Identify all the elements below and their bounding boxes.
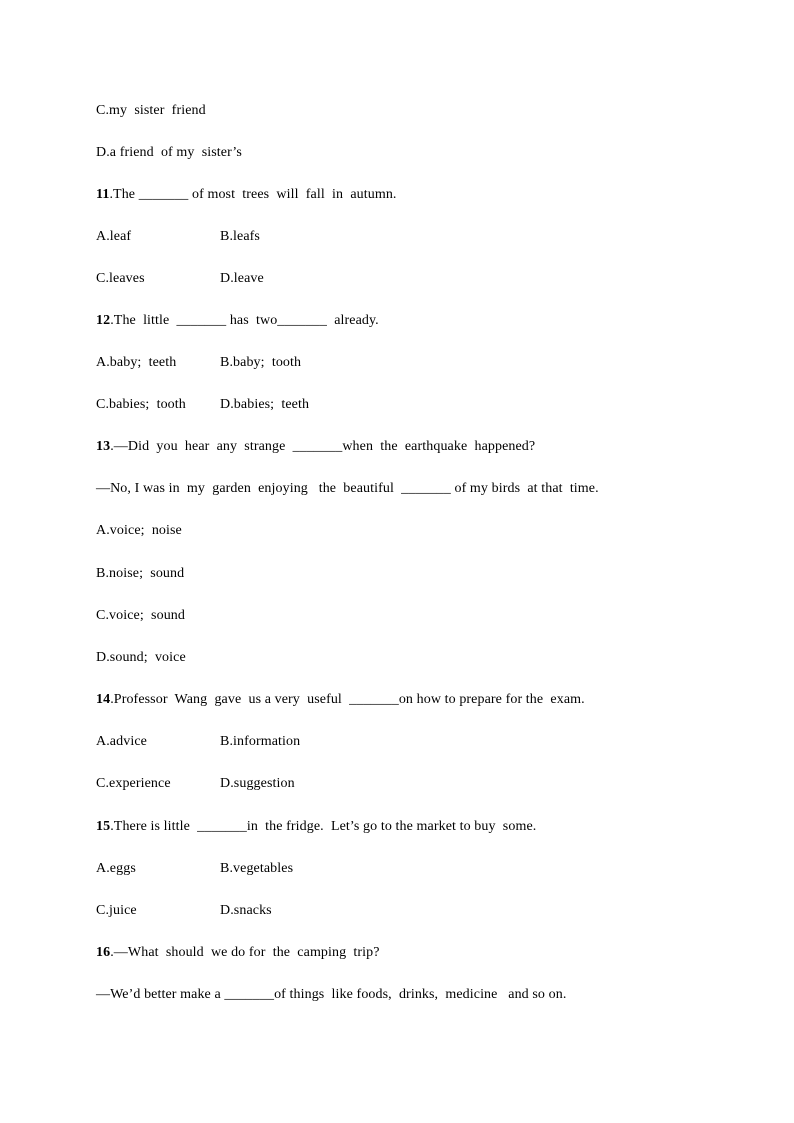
q11-stem: .The _______ of most trees will fall in autumn. <box>109 187 397 202</box>
q10-option-d: D.a friend of my sister’s <box>96 145 242 160</box>
q14-stem: .Professor Wang gave us a very useful _______on how to prepare for the exam. <box>110 692 585 707</box>
q12-number: 12 <box>96 313 111 328</box>
q11-option-b: B.leafs <box>220 229 260 244</box>
q14-option-c: C.experience <box>96 776 171 791</box>
q12-option-b: B.baby; tooth <box>220 355 302 370</box>
q14-stem-line <box>96 691 585 709</box>
q12-options-ab <box>96 354 302 372</box>
q11-options-ab <box>96 228 260 246</box>
q14-option-d: D.suggestion <box>220 776 295 791</box>
q14-option-b: B.information <box>220 734 301 749</box>
q15-stem-line <box>96 818 536 836</box>
q12-option-c: C.babies; tooth <box>96 397 186 412</box>
q15-option-b: B.vegetables <box>220 861 294 876</box>
q10-option-c: C.my sister friend <box>96 103 206 118</box>
q14-option-a: A.advice <box>96 734 147 749</box>
q11-stem-line <box>96 186 397 204</box>
q16-stem-line <box>96 944 380 962</box>
q15-option-d: D.snacks <box>220 903 272 918</box>
q16-reply: —We’d better make a _______of things like foods, drinks, medicine and so on. <box>96 987 567 1002</box>
q12-option-d: D.babies; teeth <box>220 397 310 412</box>
q13-number: 13 <box>96 439 111 454</box>
q15-options-cd <box>96 902 272 920</box>
q14-number: 14 <box>96 692 111 707</box>
q12-option-a: A.baby; teeth <box>96 355 177 370</box>
q12-stem: .The little _______ has two_______ already. <box>110 313 379 328</box>
q15-number: 15 <box>96 819 111 834</box>
q11-option-a: A.leaf <box>96 229 132 244</box>
q15-stem: .There is little _______in the fridge. Let’s go to the market to buy some. <box>110 819 537 834</box>
q15-option-c: C.juice <box>96 903 137 918</box>
q11-option-d: D.leave <box>220 271 264 286</box>
q13-option-d: D.sound; voice <box>96 650 186 665</box>
q12-options-cd <box>96 396 310 414</box>
q13-option-b: B.noise; sound <box>96 566 185 581</box>
q11-number: 11 <box>96 187 110 202</box>
q12-stem-line <box>96 312 379 330</box>
q14-options-ab <box>96 733 301 751</box>
q13-reply: —No, I was in my garden enjoying the beautiful _______ of my birds at that time. <box>96 481 599 496</box>
q16-stem: .—What should we do for the camping trip? <box>110 945 380 960</box>
q11-option-c: C.leaves <box>96 271 145 286</box>
q13-stem: .—Did you hear any strange _______when the earthquake happened? <box>110 439 536 454</box>
q15-option-a: A.eggs <box>96 861 136 876</box>
q14-options-cd <box>96 775 295 793</box>
q11-options-cd <box>96 270 264 288</box>
q13-option-a: A.voice; noise <box>96 523 182 538</box>
q13-option-c: C.voice; sound <box>96 608 185 623</box>
q13-stem-line <box>96 438 535 456</box>
q16-number: 16 <box>96 945 111 960</box>
q15-options-ab <box>96 860 294 878</box>
